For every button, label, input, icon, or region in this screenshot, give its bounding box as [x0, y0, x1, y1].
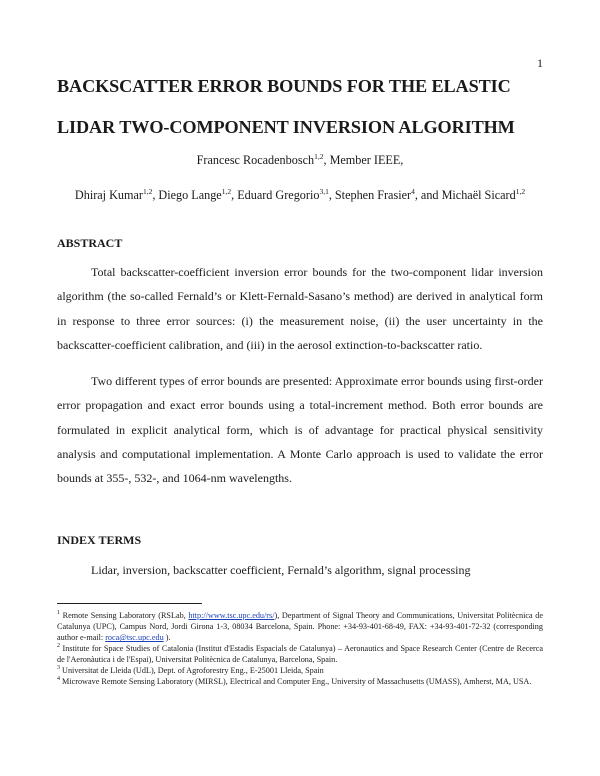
- footnote-1: [57, 610, 543, 644]
- author-name: Dhiraj Kumar: [74, 188, 143, 202]
- author-affiliation: 1,2: [142, 187, 153, 196]
- footnote-text: Remote Sensing Laboratory (RSLab,: [60, 611, 189, 620]
- author-name: Eduard Gregorio: [237, 188, 320, 202]
- rslab-url-link[interactable]: http://www.tsc.upc.edu/rs/: [188, 611, 275, 620]
- author-line-2: [0, 188, 600, 203]
- paper-title-line-1: BACKSCATTER ERROR BOUNDS FOR THE ELASTIC: [57, 76, 511, 96]
- author-affiliation: 1,2: [314, 152, 324, 161]
- abstract-paragraph-1: Total backscatter-coefficient inversion error bounds for the two-component lidar inversion algorithm (the so-called Fernald’s or Klett-Fernald-Sasano’s method) are derived in analytical form in response to three error sources: (i) the measurement noise, (ii) the user uncertainty in the backscatter-coefficient calibration, and (iii) in the aerosol extinction-to-backscatter ratio.: [57, 265, 543, 352]
- author-name: Francesc Rocadenbosch: [196, 153, 315, 167]
- footnote-number: 3: [57, 665, 60, 671]
- footnote-number: 2: [57, 643, 60, 649]
- index-terms-heading: INDEX TERMS: [57, 533, 142, 547]
- footnote-text: ).: [163, 633, 171, 643]
- author-separator: , and: [414, 188, 442, 202]
- author-affiliation: 1,2: [515, 187, 526, 196]
- footnote-number: 1: [57, 610, 60, 616]
- footnote-text: Institute for Space Studies of Catalonia (Institut d'Estadis Espacials de Catalunya) – Aeronautics and Space Research Center (Centre de Recerca de l'Aeronàutica i de l'Espai), Universitat Politècnica de Catalunya, Barcelona, Spain.: [57, 644, 543, 665]
- footnote-2: [57, 643, 543, 665]
- footnote-text: ), Department of Signal Theory and Communications, Universitat Politècnica de Catalunya (UPC), Campus Nord, Jordi Girona 1-3, 08034 Barcelona, Spain. Phone: +34-93-401-68-49, FAX: +34-93-401-72-32 (corresponding author e-mail:: [57, 611, 543, 643]
- footnote-3: [57, 665, 543, 676]
- author-name: Stephen Frasier: [334, 188, 412, 202]
- author-affiliation: 1,2: [221, 187, 232, 196]
- author-separator: ,: [328, 188, 335, 202]
- footnote-text: Microwave Remote Sensing Laboratory (MIRSL), Electrical and Computer Eng., University of Massachusetts (UMASS), Amherst, MA, USA.: [60, 677, 532, 686]
- email-link[interactable]: roca@tsc.upc.edu: [105, 633, 164, 643]
- footnote-text: Universitat de Lleida (UdL), Dept. of Agroforestry Eng., E-25001 Lleida, Spain: [60, 666, 324, 675]
- paper-title-line-2: LIDAR TWO-COMPONENT INVERSION ALGORITHM: [57, 117, 515, 137]
- footnote-4: [57, 676, 543, 687]
- page-number: 1: [537, 56, 543, 70]
- author-separator: ,: [152, 188, 159, 202]
- footnote-number: 4: [57, 676, 60, 682]
- abstract-heading: ABSTRACT: [57, 236, 123, 250]
- author-separator: ,: [231, 188, 238, 202]
- author-line-1: [0, 153, 600, 168]
- author-title: , Member IEEE,: [323, 153, 404, 167]
- author-affiliation: 4: [411, 187, 415, 196]
- author-name: Michaël Sicard: [441, 188, 516, 202]
- footnote-divider: [57, 603, 202, 604]
- author-affiliation: 3,1: [319, 187, 329, 196]
- abstract-paragraph-2: Two different types of error bounds are presented: Approximate error bounds using first-order error propagation and exact error bounds using a total-increment method. Both error bounds are formulated in explicit analytical form, which is of advantage for practical physical sensitivity analysis and computational implementation. A Monte Carlo approach is used to validate the error bounds at 355-, 532-, and 1064-nm wavelengths.: [57, 374, 543, 486]
- author-name: Diego Lange: [158, 188, 222, 202]
- index-terms-text: Lidar, inversion, backscatter coefficient, Fernald’s algorithm, signal processing: [91, 563, 471, 577]
